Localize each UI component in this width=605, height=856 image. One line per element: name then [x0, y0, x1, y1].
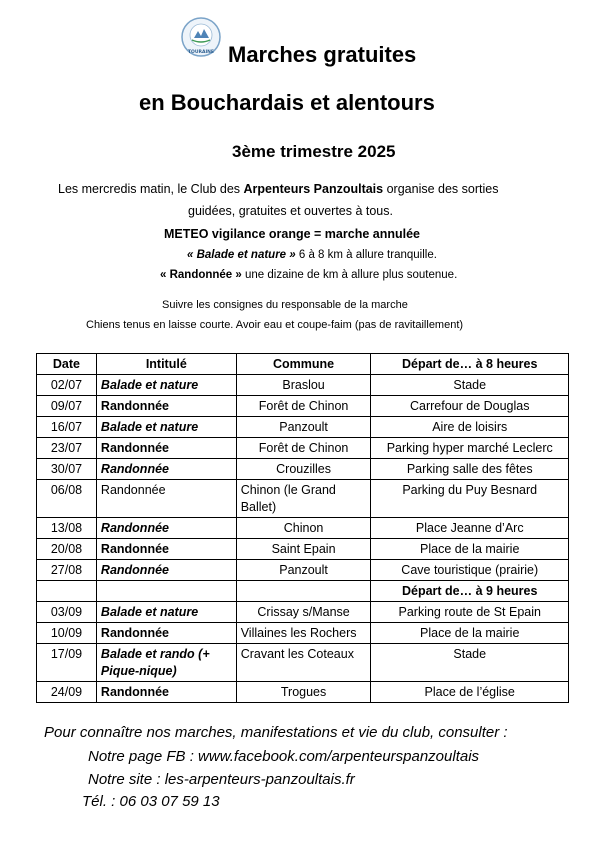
table-row: 23/07 Randonnée Forêt de Chinon Parking hyper marché Leclerc	[37, 438, 569, 459]
club-name: Arpenteurs Panzoultais	[243, 182, 384, 196]
header-depart-9: Départ de… à 9 heures	[371, 581, 569, 602]
title-line-1: Marches gratuites	[228, 42, 417, 67]
rando-description: « Randonnée » une dizaine de km à allure plus soutenue.	[160, 269, 458, 281]
header-commune: Commune	[236, 354, 371, 375]
table-row: 16/07 Balade et nature Panzoult Aire de loisirs	[37, 417, 569, 438]
table-row: 30/07 Randonnée Crouzilles Parking salle des fêtes	[37, 459, 569, 480]
header-title: Intitulé	[96, 354, 236, 375]
table-row: 09/07 Randonnée Forêt de Chinon Carrefour de Douglas	[37, 396, 569, 417]
footer-phone: Tél. : 06 03 07 59 13	[82, 793, 220, 810]
table-row: 02/07 Balade et nature Braslou Stade	[37, 375, 569, 396]
table-row: 03/09 Balade et nature Crissay s/Manse Parking route de St Epain	[37, 602, 569, 623]
intro-line-2: guidées, gratuites et ouvertes à tous.	[188, 204, 393, 218]
title-line-2: en Bouchardais et alentours	[139, 90, 435, 115]
table-row: 17/09 Balade et rando (+ Pique-nique) Cravant les Coteaux Stade	[37, 644, 569, 682]
club-logo	[180, 16, 222, 58]
table-row: 24/09 Randonnée Trogues Place de l’église	[37, 682, 569, 703]
quarter-title: 3ème trimestre 2025	[232, 142, 396, 161]
walks-table	[36, 353, 569, 703]
table-row: 20/08 Randonnée Saint Epain Place de la mairie	[37, 539, 569, 560]
svg-text:TOURAINE: TOURAINE	[187, 50, 215, 55]
footer-line-1: Pour connaître nos marches, manifestations et vie du club, consulter :	[44, 724, 508, 741]
table-row: 10/09 Randonnée Villaines les Rochers Place de la mairie	[37, 623, 569, 644]
table-row: 13/08 Randonnée Chinon Place Jeanne d’Arc	[37, 518, 569, 539]
header-date: Date	[37, 354, 97, 375]
consigne-2: Chiens tenus en laisse courte. Avoir eau et coupe-faim (pas de ravitaillement)	[86, 319, 464, 331]
meteo-warning: METEO vigilance orange = marche annulée	[164, 227, 420, 241]
footer-website[interactable]: Notre site : les-arpenteurs-panzoultais.fr	[88, 771, 355, 788]
table-row: 27/08 Randonnée Panzoult Cave touristique (prairie)	[37, 560, 569, 581]
balade-description: « Balade et nature » 6 à 8 km à allure tranquille.	[187, 249, 437, 261]
depart-9-row	[37, 581, 569, 602]
footer-facebook[interactable]: Notre page FB : www.facebook.com/arpenteurspanzoultais	[88, 748, 480, 765]
consigne-1: Suivre les consignes du responsable de la marche	[162, 299, 408, 311]
header-depart: Départ de… à 8 heures	[371, 354, 569, 375]
table-row: 06/08 Randonnée Chinon (le Grand Ballet) Parking du Puy Besnard	[37, 480, 569, 518]
table-header-row	[37, 354, 569, 375]
intro-line-1: Les mercredis matin, le Club des Arpenteurs Panzoultais organise des sorties	[58, 182, 499, 196]
